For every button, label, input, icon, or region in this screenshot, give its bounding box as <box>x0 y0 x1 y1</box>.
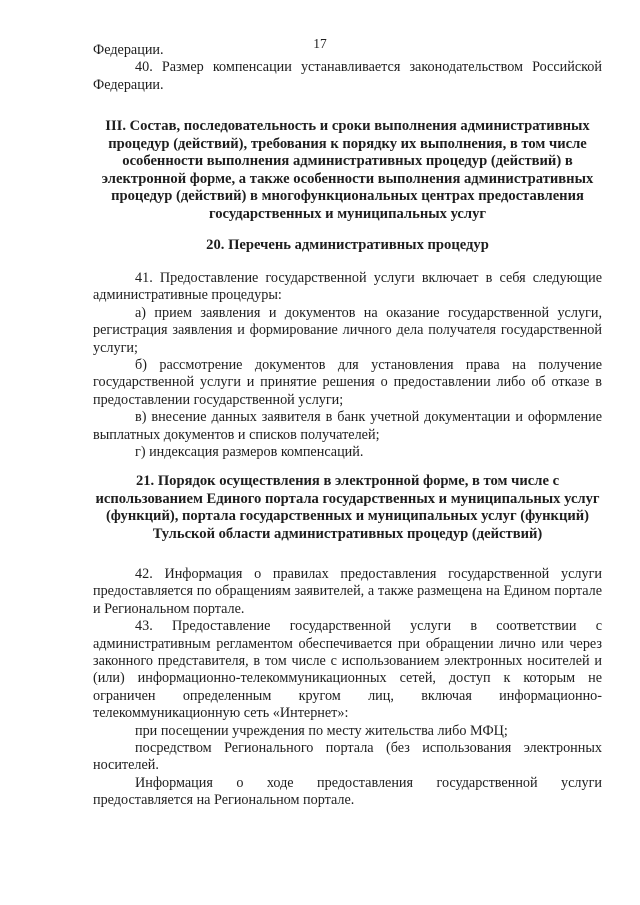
paragraph-42: 42. Информация о правилах предоставления государственной услуги предоставляется по обращениям заявителей, а также размещена на Едином портале и Региональном портале. <box>93 566 602 617</box>
list-item-v: в) внесение данных заявителя в банк учетной документации и оформление выплатных документов и списков получателей; <box>93 409 602 443</box>
paragraph-41: 41. Предоставление государственной услуги включает в себя следующие административные процедуры: <box>93 270 602 304</box>
page-number: 17 <box>313 36 327 51</box>
intro-block <box>93 42 602 94</box>
list-item-g: г) индексация размеров компенсаций. <box>135 444 364 461</box>
section-20-body <box>93 270 602 461</box>
paragraph-40: 40. Размер компенсации устанавливается законодательством Российской Федерации. <box>93 59 602 93</box>
list-item-b: б) рассмотрение документов для установления права на получение государственной услуги и принятие решения о предоставлении либо об отказе в предоставлении государственной услуги; <box>93 357 602 408</box>
section-20-heading: 20. Перечень административных процедур <box>206 237 489 253</box>
paragraph-43: 43. Предоставление государственной услуги в соответствии с административным регламентом обеспечивается при обращении лично или через законного представителя, в том числе с использованием электронных носителей и (или) информационно-телекоммуникационных сетей, доступ к которым не ограничен определенным кругом лиц, включая информационно-телекоммуникационную сеть «Интернет»: <box>93 618 602 722</box>
list-item-a: а) прием заявления и документов на оказание государственной услуги, регистрация заявления и формирование личного дела получателя государственной услуги; <box>93 304 602 356</box>
paragraph-43-option-b: посредством Регионального портала (без использования электронных носителей. <box>93 740 602 774</box>
section-20 <box>93 237 602 255</box>
section-3 <box>93 118 602 224</box>
paragraph-information: Информация о ходе предоставления государственной услуги предоставляется на Региональном портале. <box>93 774 602 809</box>
section-3-heading: III. Состав, последовательность и сроки выполнения административных процедур (действий), требования к порядку их выполнения, в том числе особенности выполнения административных процедур (действий) в электронной форме, а также особенности выполнения административных процедур (действий) в многофункциональных центрах предоставления государственных и муниципальных услуг <box>101 118 594 222</box>
section-21-heading: 21. Порядок осуществления в электронной форме, в том числе с использованием Единого портала государственных и муниципальных услуг (функций), портала государственных и муниципальных услуг (функций) Тульской области административных процедур (действий) <box>95 473 600 542</box>
paragraph-43-option-a: при посещении учреждения по месту жительства либо МФЦ; <box>135 722 508 739</box>
section-21 <box>93 473 602 543</box>
section-21-body <box>93 566 602 810</box>
continuation-text: Федерации. <box>93 42 164 58</box>
